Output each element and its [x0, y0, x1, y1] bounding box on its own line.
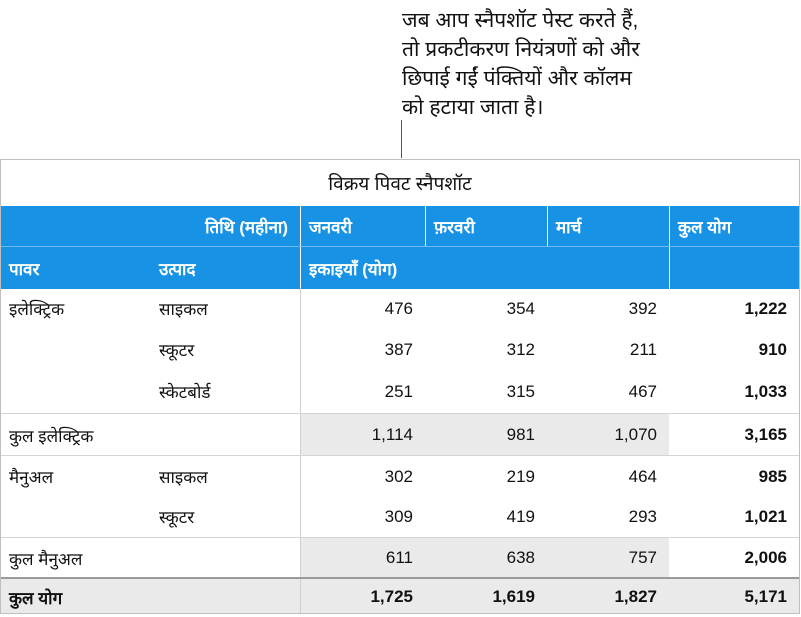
- table-row[interactable]: [1, 288, 799, 329]
- grand-total-jan[interactable]: 1,725: [300, 579, 425, 614]
- product-cell[interactable]: स्केटबोर्ड: [159, 383, 211, 402]
- callout-line-4: को हटाया जाता है।: [402, 96, 544, 119]
- callout-leader-line: [401, 120, 402, 158]
- value-cell-jan[interactable]: 302: [300, 456, 425, 497]
- total-cell[interactable]: 1,021: [744, 506, 787, 526]
- value-cell-jan[interactable]: 309: [300, 496, 425, 537]
- total-cell[interactable]: 1,033: [744, 381, 787, 401]
- subtotal-value-jan[interactable]: 1,114: [300, 414, 425, 456]
- value-cell-feb[interactable]: 315: [506, 381, 535, 401]
- header-month-march[interactable]: मार्च: [547, 206, 669, 246]
- product-cell[interactable]: स्कूटर: [159, 341, 195, 360]
- header-grand-total[interactable]: कुल योग: [669, 206, 799, 246]
- callout-text: [402, 6, 792, 122]
- value-cell-mar[interactable]: 467: [628, 381, 657, 401]
- value-cell-jan[interactable]: 251: [300, 370, 425, 413]
- grand-total-label[interactable]: कुल योग: [9, 588, 63, 608]
- product-cell[interactable]: साइकल: [159, 468, 208, 487]
- total-cell[interactable]: 910: [758, 339, 787, 359]
- total-cell[interactable]: 985: [758, 466, 787, 486]
- pivot-snapshot-table[interactable]: [0, 159, 800, 614]
- power-cell[interactable]: [1, 329, 151, 370]
- header-power[interactable]: पावर: [9, 259, 40, 279]
- subtotal-value-mar[interactable]: 1,070: [547, 414, 669, 456]
- subtotal-row-manual[interactable]: [1, 537, 799, 578]
- header-total-empty: [669, 247, 799, 289]
- grand-total-mar[interactable]: 1,827: [614, 587, 657, 606]
- table-row[interactable]: [1, 329, 799, 370]
- power-cell[interactable]: [1, 370, 151, 413]
- value-cell-feb[interactable]: 312: [506, 339, 535, 359]
- table-row[interactable]: [1, 455, 799, 497]
- header-row-fields: [1, 246, 799, 289]
- grand-total-row[interactable]: [1, 577, 799, 614]
- table-row[interactable]: [1, 370, 799, 413]
- callout-line-1: जब आप स्नैपशॉट पेस्ट करते हैं,: [402, 9, 639, 32]
- grand-total-overall[interactable]: 5,171: [744, 587, 787, 606]
- grand-total-feb[interactable]: 1,619: [492, 587, 535, 606]
- header-month-february[interactable]: फ़रवरी: [425, 206, 547, 246]
- subtotal-total[interactable]: 2,006: [744, 548, 787, 567]
- subtotal-value-feb[interactable]: 981: [425, 414, 547, 456]
- header-month-january[interactable]: जनवरी: [300, 206, 425, 246]
- value-cell-feb[interactable]: 419: [506, 506, 535, 526]
- callout-line-2: तो प्रकटीकरण नियंत्रणों को और: [402, 38, 640, 61]
- power-cell[interactable]: इलेक्ट्रिक: [9, 300, 65, 319]
- subtotal-row-electric[interactable]: [1, 413, 799, 456]
- subtotal-value-feb[interactable]: 638: [425, 538, 547, 578]
- power-cell[interactable]: मैनुअल: [9, 468, 54, 487]
- table-row[interactable]: [1, 496, 799, 537]
- value-cell-feb[interactable]: 219: [506, 466, 535, 486]
- total-cell[interactable]: 1,222: [744, 298, 787, 318]
- table-title[interactable]: विक्रय पिवट स्नैपशॉट: [328, 174, 472, 195]
- value-cell-jan[interactable]: 476: [300, 288, 425, 329]
- subtotal-label[interactable]: कुल मैनुअल: [9, 549, 83, 569]
- product-cell[interactable]: स्कूटर: [159, 508, 195, 527]
- product-cell[interactable]: साइकल: [159, 300, 208, 319]
- subtotal-total[interactable]: 3,165: [744, 425, 787, 444]
- callout-line-3: छिपाई गईं पंक्तियों और कॉलम: [402, 67, 632, 90]
- header-row-date: [1, 206, 799, 246]
- value-cell-mar[interactable]: 464: [628, 466, 657, 486]
- header-date-label[interactable]: तिथि (महीना): [205, 217, 288, 237]
- subtotal-label[interactable]: कुल इलेक्ट्रिक: [9, 426, 94, 446]
- subtotal-value-jan[interactable]: 611: [300, 538, 425, 578]
- value-cell-mar[interactable]: 392: [628, 298, 657, 318]
- value-cell-mar[interactable]: 293: [628, 506, 657, 526]
- header-units-sum[interactable]: इकाइयाँ (योग): [300, 247, 669, 289]
- value-cell-jan[interactable]: 387: [300, 329, 425, 370]
- subtotal-value-mar[interactable]: 757: [547, 538, 669, 578]
- value-cell-mar[interactable]: 211: [629, 339, 657, 359]
- power-cell[interactable]: [1, 496, 151, 537]
- header-product[interactable]: उत्पाद: [159, 259, 196, 279]
- value-cell-feb[interactable]: 354: [506, 298, 535, 318]
